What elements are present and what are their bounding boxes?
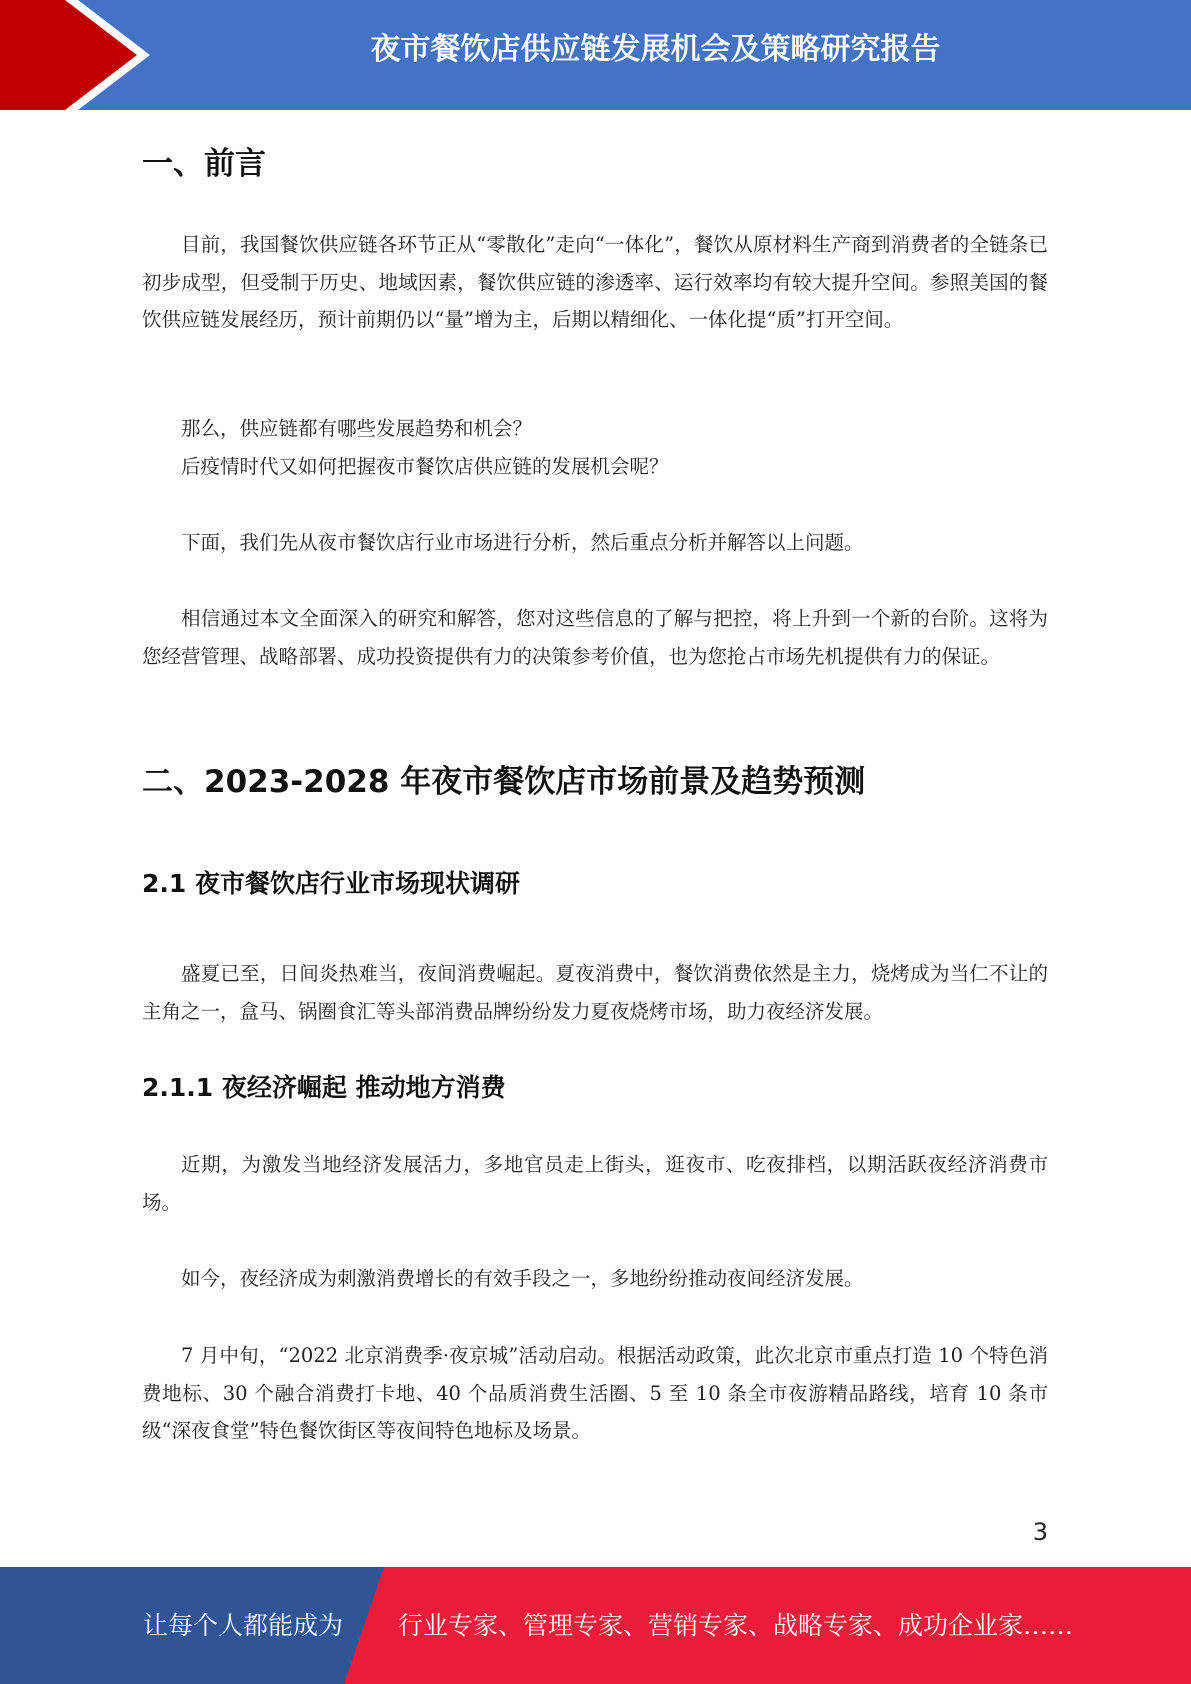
paragraph: 相信通过本文全面深入的研究和解答，您对这些信息的了解与把控，将上升到一个新的台阶。这将为您经营管理、战略部署、成功投资提供有力的决策参考价值，也为您抢占市场先机提供有力的保证。 (142, 607, 1048, 668)
report-title: 夜市餐饮店供应链发展机会及策略研究报告 (370, 32, 941, 67)
footer-slogan-left: 让每个人都能成为 (143, 1611, 344, 1640)
footer-slogan-right: 行业专家、管理专家、营销专家、战略专家、成功企业家…… (398, 1611, 1074, 1640)
paragraph: 盛夏已至，日间炎热难当，夜间消费崛起。夏夜消费中，餐饮消费依然是主力，烧烤成为当仁不让的主角之一，盒马、锅圈食汇等头部消费品牌纷纷发力夏夜烧烤市场，助力夜经济发展。 (142, 962, 1048, 1023)
paragraph: 那么，供应链都有哪些发展趋势和机会？ (181, 417, 533, 440)
section-heading-forecast: 二、2023-2028 年夜市餐饮店市场前景及趋势预测 (142, 764, 866, 800)
paragraph: 下面，我们先从夜市餐饮店行业市场进行分析，然后重点分析并解答以上问题。 (181, 531, 864, 554)
paragraph: 近期，为激发当地经济发展活力，多地官员走上街头，逛夜市、吃夜排档，以期活跃夜经济消费市场。 (142, 1153, 1048, 1214)
page-header (0, 0, 1191, 110)
subsection-heading-2-1-1: 2.1.1 夜经济崛起 推动地方消费 (142, 1073, 506, 1102)
paragraph: 7 月中旬，“2022 北京消费季·夜京城”活动启动。根据活动政策，此次北京市重点打造 10 个特色消费地标、30 个融合消费打卡地、40 个品质消费生活圈、5 至 10 条全市夜游精品路线，培育 10 条市级“深夜食堂”特色餐饮街区等夜间特色地标及场景。 (142, 1344, 1048, 1442)
section-heading-preface: 一、前言 (142, 146, 266, 182)
paragraph: 后疫情时代又如何把握夜市餐饮店供应链的发展机会呢？ (181, 455, 669, 478)
header-chevron-icon (0, 0, 160, 110)
page-footer (0, 1567, 1191, 1684)
subsection-heading-2-1: 2.1 夜市餐饮店行业市场现状调研 (142, 869, 520, 898)
paragraph: 如今，夜经济成为刺激消费增长的有效手段之一，多地纷纷推动夜间经济发展。 (181, 1267, 864, 1290)
paragraph: 目前，我国餐饮供应链各环节正从“零散化”走向“一体化”，餐饮从原材料生产商到消费者的全链条已初步成型，但受制于历史、地域因素，餐饮供应链的渗透率、运行效率均有较大提升空间。参照美国的餐饮供应链发展经历，预计前期仍以“量”增为主，后期以精细化、一体化提“质”打开空间。 (142, 233, 1048, 331)
page-number: 3 (1032, 1518, 1048, 1546)
